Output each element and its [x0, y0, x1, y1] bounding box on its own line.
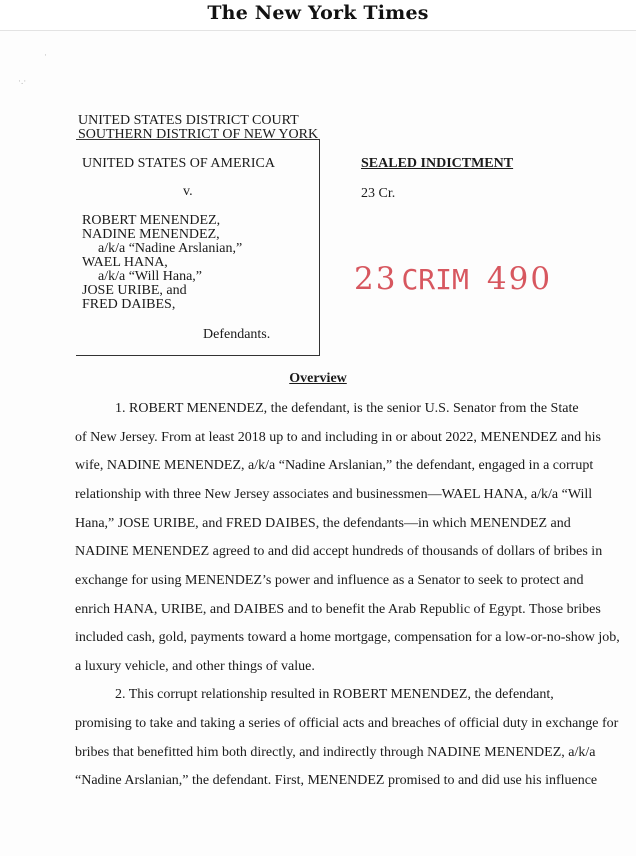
defendant-name: ROBERT MENENDEZ, — [82, 213, 221, 228]
defendant-name: JOSE URIBE, and — [82, 283, 187, 298]
defendant-name: NADINE MENENDEZ, — [82, 227, 220, 242]
defendant-name: FRED DAIBES, — [82, 297, 176, 312]
document-title: SEALED INDICTMENT — [361, 156, 514, 171]
scan-speck: ·.· — [18, 76, 27, 86]
paragraph-line: relationship with three New Jersey associates and businessmen—WAEL HANA, a/k/a “Will — [75, 487, 593, 502]
paragraph-line: enrich HANA, URIBE, and DAIBES and to benefit the Arab Republic of Egypt. Those bribes — [75, 602, 601, 617]
court-name: UNITED STATES DISTRICT COURT — [78, 113, 299, 128]
paragraph-line: of New Jersey. From at least 2018 up to and including in or about 2022, MENENDEZ and his — [75, 430, 601, 445]
paragraph-line: NADINE MENENDEZ agreed to and did accept hundreds of thousands of dollars of bribes in — [75, 544, 603, 559]
paragraph-line: Hana,” JOSE URIBE, and FRED DAIBES, the defendants—in which MENENDEZ and — [75, 516, 571, 531]
paragraph-line: promising to take and taking a series of official acts and breaches of official duty in exchange for — [75, 716, 619, 731]
paragraph-line: exchange for using MENENDEZ’s power and influence as a Senator to seek to protect and — [75, 573, 584, 588]
docket-number: 23 Cr. — [361, 186, 396, 201]
defendant-alias: a/k/a “Will Hana,” — [98, 269, 202, 284]
paragraph-line: 2. This corrupt relationship resulted in ROBERT MENENDEZ, the defendant, — [115, 687, 554, 702]
indictment-page — [0, 30, 636, 856]
paragraph-line: “Nadine Arslanian,” the defendant. First, MENENDEZ promised to and did use his influence — [75, 773, 598, 788]
defendants-label: Defendants. — [203, 327, 271, 342]
caption-bottom-rule — [76, 355, 320, 356]
stamp-crim: CRIM — [401, 263, 469, 296]
caption-top-rule — [76, 139, 320, 140]
defendant-name: WAEL HANA, — [82, 255, 168, 270]
paragraph-line: 1. ROBERT MENENDEZ, the defendant, is the senior U.S. Senator from the State — [115, 401, 579, 416]
case-number-stamp — [354, 261, 552, 298]
plaintiff: UNITED STATES OF AMERICA — [82, 156, 275, 171]
defendant-alias: a/k/a “Nadine Arslanian,” — [98, 241, 243, 256]
court-district: SOUTHERN DISTRICT OF NEW YORK — [78, 127, 319, 142]
stamp-year: 23 — [354, 261, 398, 297]
stamp-number: 490 — [486, 261, 553, 297]
paragraph-line: bribes that benefitted him both directly, and indirectly through NADINE MENENDEZ, a/k/a — [75, 745, 596, 760]
newspaper-masthead: The New York Times — [207, 2, 429, 24]
scan-speck: · — [44, 50, 47, 60]
paragraph-line: a luxury vehicle, and other things of value. — [75, 659, 315, 674]
caption-divider — [319, 139, 320, 356]
versus: v. — [183, 184, 193, 199]
paragraph-line: included cash, gold, payments toward a home mortgage, compensation for a low-or-no-show job, — [75, 630, 620, 645]
section-heading: Overview — [289, 371, 347, 386]
paragraph-line: wife, NADINE MENENDEZ, a/k/a “Nadine Arslanian,” the defendant, engaged in a corrupt — [75, 458, 594, 473]
